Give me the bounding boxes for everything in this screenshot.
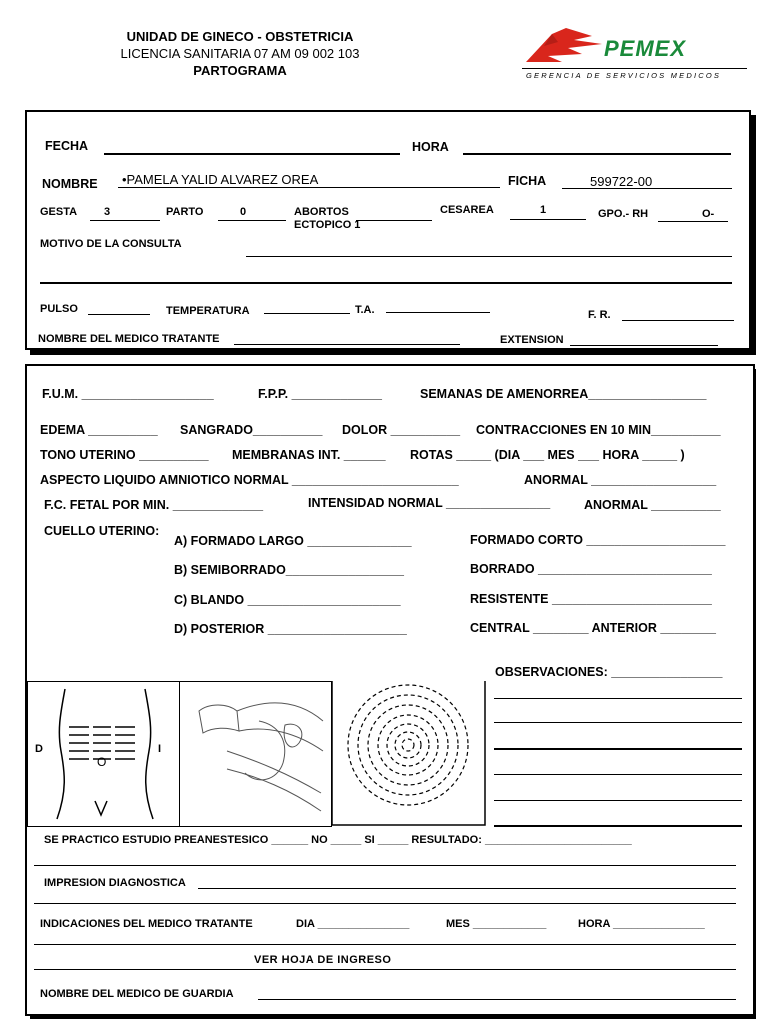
motivo-field[interactable] bbox=[246, 256, 732, 257]
pulso-field[interactable] bbox=[88, 314, 150, 315]
ficha-value[interactable]: 599722-00 bbox=[590, 174, 653, 189]
medico-guardia-field[interactable] bbox=[258, 999, 736, 1000]
cuello-c-field[interactable]: C) BLANDO ______________________ bbox=[174, 593, 401, 607]
pemex-subtitle: GERENCIA DE SERVICIOS MEDICOS bbox=[526, 71, 722, 80]
observaciones-line-3[interactable] bbox=[494, 748, 742, 750]
fecha-field[interactable] bbox=[104, 153, 400, 155]
anormal-intensidad-field[interactable]: ANORMAL __________ bbox=[584, 498, 721, 512]
cuello-b-field[interactable]: B) SEMIBORRADO_________________ bbox=[174, 563, 404, 577]
contracciones-field[interactable]: CONTRACCIONES EN 10 MIN__________ bbox=[476, 423, 721, 437]
fecha-label: FECHA bbox=[45, 139, 89, 153]
medico-guardia-label: NOMBRE DEL MEDICO DE GUARDIA bbox=[40, 988, 234, 1000]
dolor-field[interactable]: DOLOR __________ bbox=[342, 423, 461, 437]
cesarea-label: CESAREA bbox=[440, 204, 494, 216]
ficha-label: FICHA bbox=[508, 174, 547, 188]
cesarea-value[interactable]: 1 bbox=[540, 204, 547, 216]
gpo-rh-label: GPO.- RH bbox=[598, 208, 649, 220]
dia-field[interactable]: DIA _______________ bbox=[296, 918, 410, 930]
indicaciones-label: INDICACIONES DEL MEDICO TRATANTE bbox=[40, 918, 253, 930]
parto-label: PARTO bbox=[166, 206, 204, 218]
hora-indicaciones-field[interactable]: HORA _______________ bbox=[578, 918, 705, 930]
parto-value[interactable]: 0 bbox=[240, 206, 247, 218]
diagram-d-label: D bbox=[35, 743, 43, 755]
nombre-label: NOMBRE bbox=[42, 177, 98, 191]
temperatura-label: TEMPERATURA bbox=[166, 305, 250, 317]
fum-field[interactable]: F.U.M. ___________________ bbox=[42, 387, 214, 401]
ver-hoja-line[interactable] bbox=[34, 969, 736, 970]
tono-field[interactable]: TONO UTERINO __________ bbox=[40, 448, 209, 462]
ta-label: T.A. bbox=[355, 304, 375, 316]
ver-hoja-ingreso-text: VER HOJA DE INGRESO bbox=[254, 954, 392, 966]
unit-title: UNIDAD DE GINECO - OBSTETRICIA bbox=[126, 29, 354, 44]
ficha-line bbox=[562, 188, 732, 189]
observaciones-line-5[interactable] bbox=[494, 800, 742, 801]
central-anterior-field[interactable]: CENTRAL ________ ANTERIOR ________ bbox=[470, 621, 716, 635]
observaciones-line-4[interactable] bbox=[494, 774, 742, 775]
medico-tratante-label: NOMBRE DEL MEDICO TRATANTE bbox=[38, 333, 220, 345]
pemex-wordmark: PEMEX bbox=[604, 36, 687, 61]
observaciones-label: OBSERVACIONES: ________________ bbox=[495, 665, 723, 679]
fr-label: F. R. bbox=[588, 309, 611, 321]
resistente-field[interactable]: RESISTENTE _______________________ bbox=[470, 592, 712, 606]
temperatura-field[interactable] bbox=[264, 313, 350, 314]
motivo-label: MOTIVO DE LA CONSULTA bbox=[40, 238, 182, 250]
mes-field[interactable]: MES ____________ bbox=[446, 918, 547, 930]
indicaciones-line[interactable] bbox=[34, 944, 736, 945]
form-title: PARTOGRAMA bbox=[193, 63, 287, 78]
nombre-value[interactable]: •PAMELA YALID ALVAREZ OREA bbox=[122, 172, 319, 187]
gesta-label: GESTA bbox=[40, 206, 78, 218]
fc-fetal-field[interactable]: F.C. FETAL POR MIN. _____________ bbox=[44, 498, 264, 512]
rotas-field[interactable]: ROTAS _____ (DIA ___ MES ___ HORA _____ ) bbox=[410, 448, 685, 462]
ectopico-label: ECTOPICO 1 bbox=[294, 219, 361, 231]
diagram-i-label: I bbox=[158, 743, 162, 755]
cervical-dilation-diagram-icon bbox=[348, 685, 468, 805]
cuello-label: CUELLO UTERINO: bbox=[44, 524, 160, 538]
cuello-a-field[interactable]: A) FORMADO LARGO _______________ bbox=[174, 534, 412, 548]
sangrado-field[interactable]: SANGRADO__________ bbox=[180, 423, 323, 437]
nombre-line bbox=[118, 187, 500, 188]
observaciones-line-1[interactable] bbox=[494, 698, 742, 699]
fr-field[interactable] bbox=[622, 320, 734, 321]
pulso-label: PULSO bbox=[40, 303, 78, 315]
fpp-field[interactable]: F.P.P. _____________ bbox=[258, 387, 382, 401]
gesta-value[interactable]: 3 bbox=[104, 206, 111, 218]
impresion-label: IMPRESION DIAGNOSTICA bbox=[44, 877, 186, 889]
ta-field[interactable] bbox=[386, 312, 490, 313]
aspecto-field[interactable]: ASPECTO LIQUIDO AMNIOTICO NORMAL ________________________ bbox=[40, 473, 459, 487]
motivo-field-2[interactable] bbox=[40, 282, 732, 284]
semanas-field[interactable]: SEMANAS DE AMENORREA_________________ bbox=[420, 387, 707, 401]
impresion-field[interactable] bbox=[198, 888, 736, 889]
cuello-d-field[interactable]: D) POSTERIOR ____________________ bbox=[174, 622, 407, 636]
medico-tratante-field[interactable] bbox=[234, 344, 460, 345]
gpo-rh-value[interactable]: O- bbox=[702, 208, 715, 220]
anormal-liquido-field[interactable]: ANORMAL __________________ bbox=[524, 473, 717, 487]
formado-corto-field[interactable]: FORMADO CORTO ____________________ bbox=[470, 533, 726, 547]
preanestesico-field[interactable]: SE PRACTICO ESTUDIO PREANESTESICO ______ NO _____ SI _____ RESULTADO: ________________________ bbox=[44, 834, 632, 846]
observaciones-line-2[interactable] bbox=[494, 722, 742, 723]
pelvis-diagram-icon bbox=[199, 703, 323, 811]
hora-label: HORA bbox=[412, 140, 449, 154]
intensidad-field[interactable]: INTENSIDAD NORMAL _______________ bbox=[308, 496, 551, 510]
preanestesico-line[interactable] bbox=[34, 865, 736, 866]
abortos-label: ABORTOS bbox=[294, 206, 349, 218]
pemex-logo bbox=[522, 26, 747, 84]
extension-field[interactable] bbox=[570, 345, 718, 346]
diagrams-area bbox=[27, 681, 487, 827]
abdomen-diagram-icon bbox=[57, 689, 153, 819]
borrado-field[interactable]: BORRADO _________________________ bbox=[470, 562, 712, 576]
diagram-o-label: O bbox=[97, 755, 107, 769]
edema-field[interactable]: EDEMA __________ bbox=[40, 423, 158, 437]
observaciones-line-6[interactable] bbox=[494, 825, 742, 827]
hora-field[interactable] bbox=[463, 153, 731, 155]
membranas-field[interactable]: MEMBRANAS INT. ______ bbox=[232, 448, 386, 462]
extension-label: EXTENSION bbox=[500, 334, 564, 346]
impresion-line-2[interactable] bbox=[34, 903, 736, 904]
pemex-eagle-icon bbox=[522, 26, 612, 68]
license-line: LICENCIA SANITARIA 07 AM 09 002 103 bbox=[120, 46, 360, 61]
